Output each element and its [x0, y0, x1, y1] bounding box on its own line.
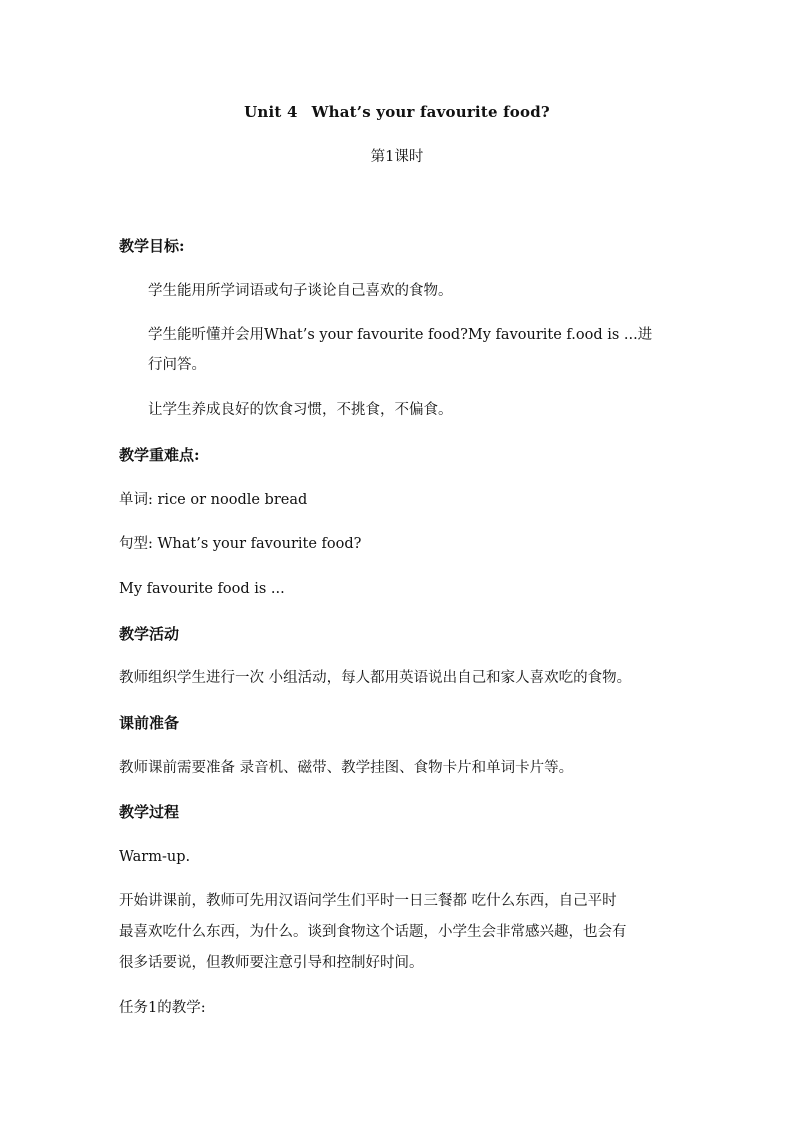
objective-2-line-2: 行问答。: [148, 357, 206, 373]
prep-text: 教师课前需要准备 录音机、磁带、教学挂图、食物卡片和单词卡片等。: [119, 760, 574, 776]
objectives-heading: 教学目标:: [119, 237, 185, 255]
words-line: 单词: rice or noodle bread: [119, 492, 308, 508]
objective-2-line-1: 学生能听懂并会用What’s your favourite food?My favourite f.ood is ...进: [148, 327, 653, 343]
process-heading: 教学过程: [119, 803, 180, 821]
title-question: What’s your favourite food?: [311, 103, 550, 121]
activity-text: 教师组织学生进行一次 小组活动，每人都用英语说出自己和家人喜欢吃的食物。: [119, 670, 632, 686]
prep-heading: 课前准备: [119, 714, 180, 732]
warmup-line-1: 开始讲课前，教师可先用汉语问学生们平时一日三餐都 吃什么东西，自己平时: [119, 893, 617, 909]
warmup-label: Warm-up.: [119, 849, 191, 865]
warmup-line-3: 很多话要说，但教师要注意引导和控制好时间。: [119, 955, 424, 971]
keypoints-heading: 教学重难点:: [119, 446, 200, 464]
sentence-answer: My favourite food is ...: [119, 581, 285, 597]
document-title: [0, 102, 794, 122]
lesson-subtitle: 第1课时: [370, 149, 424, 165]
warmup-line-2: 最喜欢吃什么东西，为什么。谈到食物这个话题，小学生会非常感兴趣，也会有: [119, 924, 627, 940]
sentence-line: 句型: What’s your favourite food?: [119, 536, 362, 552]
activity-heading: 教学活动: [119, 625, 180, 643]
objective-3: 让学生养成良好的饮食习惯，不挑食，不偏食。: [148, 402, 453, 418]
task-1-label: 任务1的教学:: [119, 1000, 206, 1016]
objective-1: 学生能用所学词语或句子谈论自己喜欢的食物。: [148, 283, 453, 299]
title-unit: Unit 4: [244, 103, 298, 121]
